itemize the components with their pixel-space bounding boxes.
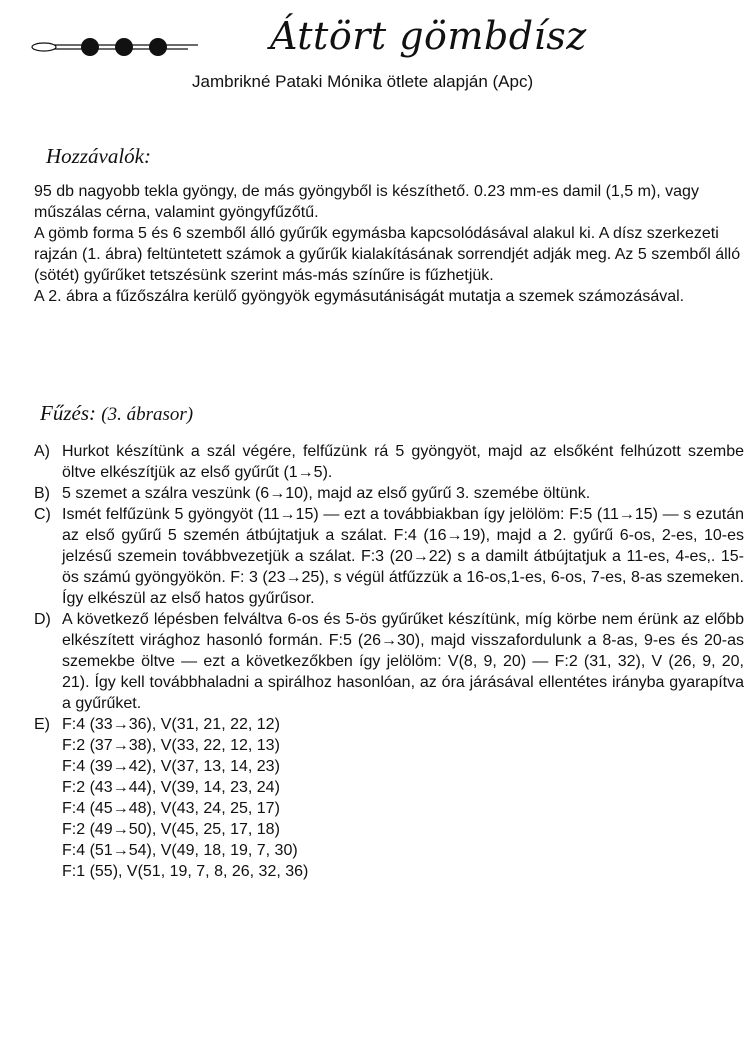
ingredients-heading: Hozzávalók: [46,144,151,168]
step-e-line: F:2 (43→44), V(39, 14, 23, 24) [62,779,280,796]
step-text: Ismét felfűzünk 5 gyöngyöt (11→15) — ezt a továbbiakban így jelölöm: F:5 (11→15) — s ezután az első gyűrű 5 szemén átbújtatjuk a szálat. F:4 (16→19), majd a 2. gyűrű 6-os, 2-es, 10-es jelzésű szemein továbbvezetjük a szálat. F:3 (20→22) s a damilt átbújtatjuk a 11-es, 4-es,. 15-ös számú gyöngyökön. F: 3 (23→25), s végül átfűzzük a 16-os,1-es, 6-os, 7-es, 8-as szemeken. Így elkészül az első hatos gyűrűsor. [62,506,744,607]
step-e-line: F:4 (33→36), V(31, 21, 22, 12) [62,716,280,733]
step-e-lines [62,714,744,882]
ingredients-paragraph: A 2. ábra a fűzőszálra kerülő gyöngyök egymásutániságát mutatja a szemek számozásával. [34,288,685,305]
step-letter: E) [34,716,50,733]
threading-heading-label: Fűzés: [40,401,96,425]
ingredients-paragraph: 95 db nagyobb tekla gyöngy, de más gyöngyből is készíthető. 0.23 mm-es damil (1,5 m), vagy műszálas cérna, valamint gyöngyfűzőtű. [34,183,699,221]
step-e [34,714,744,882]
step-text: Hurkot készítünk a szál végére, felfűzünk rá 5 gyöngyöt, majd az elsőként felhúzott szembe öltve elkészítjük az első gyűrűt (1→5). [62,443,744,481]
step-a [34,441,744,483]
step-text: A következő lépésben felváltva 6-os és 5-ös gyűrűket készítünk, míg körbe nem érünk az előbb elkészített virághoz hasonló formán. F:5 (26→30), majd visszafordulunk a 8-as, 9-es és 20-as szemekbe öltve — ezt a következőkben így jelölöm: V(8, 9, 20) — F:2 (31, 32), V (26, 9, 20, 21). Így kell továbbhaladni a spirálhoz hasonlóan, az óra járásával ellentétes irányba gyarapítva a gyűrűket. [62,611,744,712]
step-e-line: F:4 (39→42), V(37, 13, 14, 23) [62,758,280,775]
step-letter: B) [34,485,50,502]
step-b [34,483,744,504]
step-e-line: F:2 (49→50), V(45, 25, 17, 18) [62,821,280,838]
step-e-line: F:1 (55), V(51, 19, 7, 8, 26, 32, 36) [62,863,309,880]
step-c [34,504,744,609]
step-letter: D) [34,611,51,628]
threading-steps [34,441,744,882]
page-subtitle: Jambrikné Pataki Mónika ötlete alapján (Apc) [192,72,534,91]
step-e-line: F:4 (45→48), V(43, 24, 25, 17) [62,800,280,817]
step-e-line: F:4 (51→54), V(49, 18, 19, 7, 30) [62,842,298,859]
step-letter: C) [34,506,51,523]
ingredients-body [34,181,744,307]
threading-heading [40,401,193,426]
page-title: Áttört gömbdísz [270,14,587,58]
step-text: 5 szemet a szálra veszünk (6→10), majd az első gyűrű 3. szemébe öltünk. [62,485,591,502]
threading-heading-note: (3. ábrasor) [101,404,194,425]
step-e-line: F:2 (37→38), V(33, 22, 12, 13) [62,737,280,754]
step-d [34,609,744,714]
bead-string-icon [28,34,204,60]
ingredients-paragraph: A gömb forma 5 és 6 szemből álló gyűrűk egymásba kapcsolódásával alakul ki. A dísz szerkezeti rajzán (1. ábra) feltüntetett számok a gyűrűk kialakításának sorrendjét adják meg. Az 5 szemből álló (sötét) gyűrűket tetszésünk szerint más-más színűre is fűzhetjük. [34,225,741,284]
step-letter: A) [34,443,50,460]
